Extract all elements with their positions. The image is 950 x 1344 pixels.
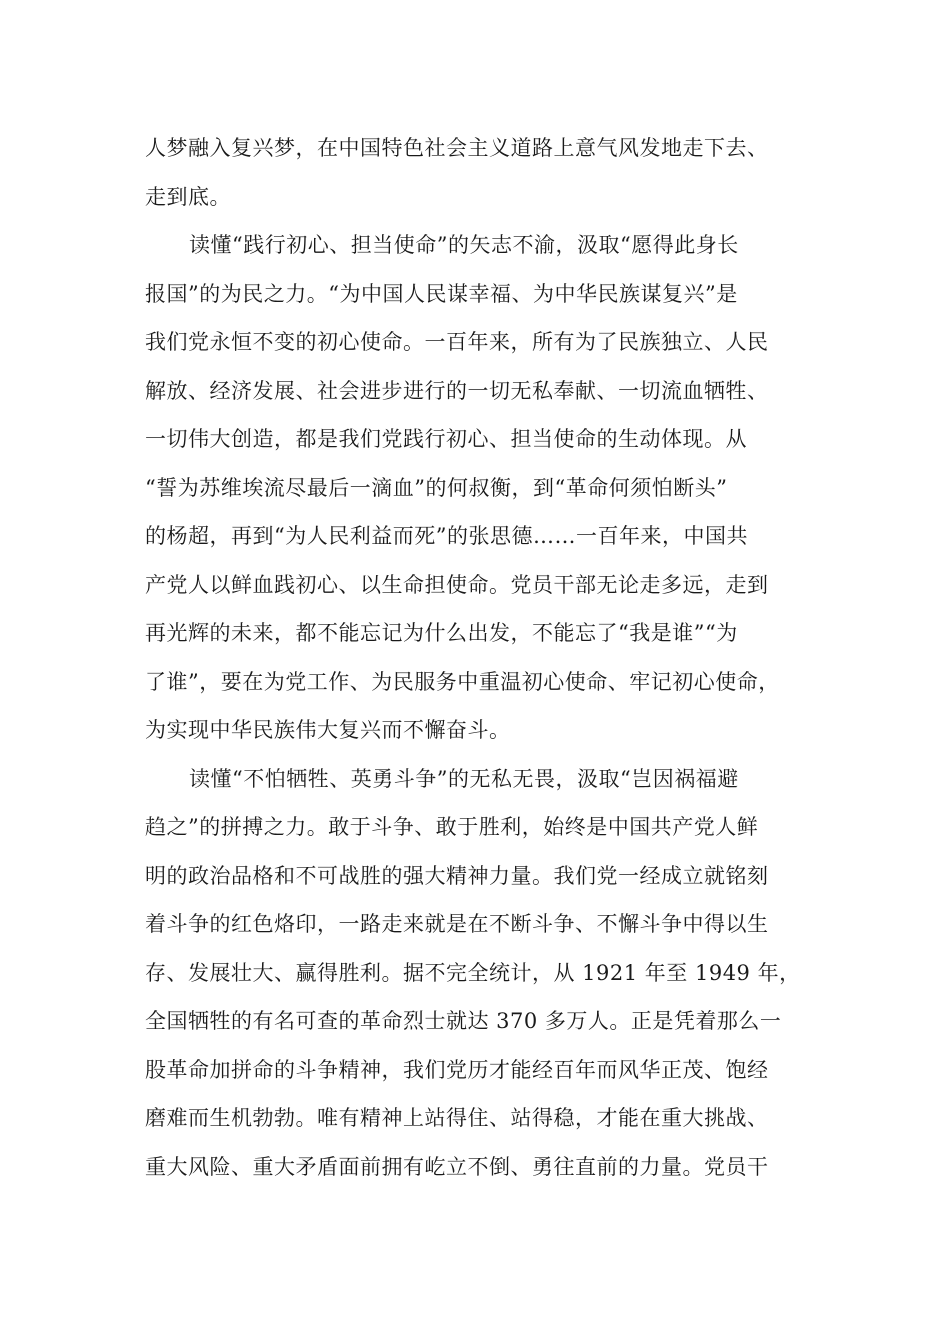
text-line: 磨难而生机勃勃。唯有精神上站得住、站得稳，才能在重大挑战、 (145, 1106, 769, 1130)
text-line: 重大风险、重大矛盾面前拥有屹立不倒、勇往直前的力量。党员干 (145, 1154, 769, 1179)
text-line: 存、发展壮大、赢得胜利。据不完全统计，从 1921 年至 1949 年， (145, 960, 801, 985)
text-line: 着斗争的红色烙印，一路走来就是在不断斗争、不懈斗争中得以生 (145, 912, 769, 936)
text-line: 一切伟大创造，都是我们党践行初心、担当使命的生动体现。从 (145, 427, 747, 451)
paragraph-start-line: 读懂“践行初心、担当使命”的矢志不渝，汲取“愿得此身长 (189, 233, 739, 257)
text-line: 明的政治品格和不可战胜的强大精神力量。我们党一经成立就铭刻 (145, 863, 769, 888)
body-text (145, 124, 810, 1191)
text-line: 再光辉的未来，都不能忘记为什么出发，不能忘了“我是谁”“为 (145, 621, 738, 645)
text-line: 全国牺牲的有名可查的革命烈士就达 370 多万人。正是凭着那么一 (145, 1009, 782, 1033)
text-line: 了谁”，要在为党工作、为民服务中重温初心使命、牢记初心使命， (145, 669, 780, 694)
text-line: 为实现中华民族伟大复兴而不懈奋斗。 (145, 718, 511, 742)
text-line: 我们党永恒不变的初心使命。一百年来，所有为了民族独立、人民 (145, 330, 769, 354)
text-line: “誓为苏维埃流尽最后一滴血”的何叔衡，到“革命何须怕断头” (145, 475, 728, 500)
text-line: 产党人以鲜血践初心、以生命担使命。党员干部无论走多远，走到 (145, 572, 769, 597)
text-line: 的杨超，再到“为人民利益而死”的张思德……一百年来，中国共 (145, 524, 748, 548)
paragraph-start-line: 读懂“不怕牺牲、英勇斗争”的无私无畏，汲取“岂因祸福避 (189, 766, 739, 791)
text-line: 趋之”的拼搏之力。敢于斗争、敢于胜利，始终是中国共产党人鲜 (145, 815, 759, 839)
text-line: 报国”的为民之力。“为中国人民谋幸福、为中华民族谋复兴”是 (145, 281, 738, 306)
text-line: 走到底。 (145, 184, 231, 209)
text-line: 人梦融入复兴梦，在中国特色社会主义道路上意气风发地走下去、 (145, 136, 769, 160)
text-line: 股革命加拼命的斗争精神，我们党历才能经百年而风华正茂、饱经 (145, 1057, 769, 1082)
text-line: 解放、经济发展、社会进步进行的一切无私奉献、一切流血牺牲、 (145, 378, 769, 403)
